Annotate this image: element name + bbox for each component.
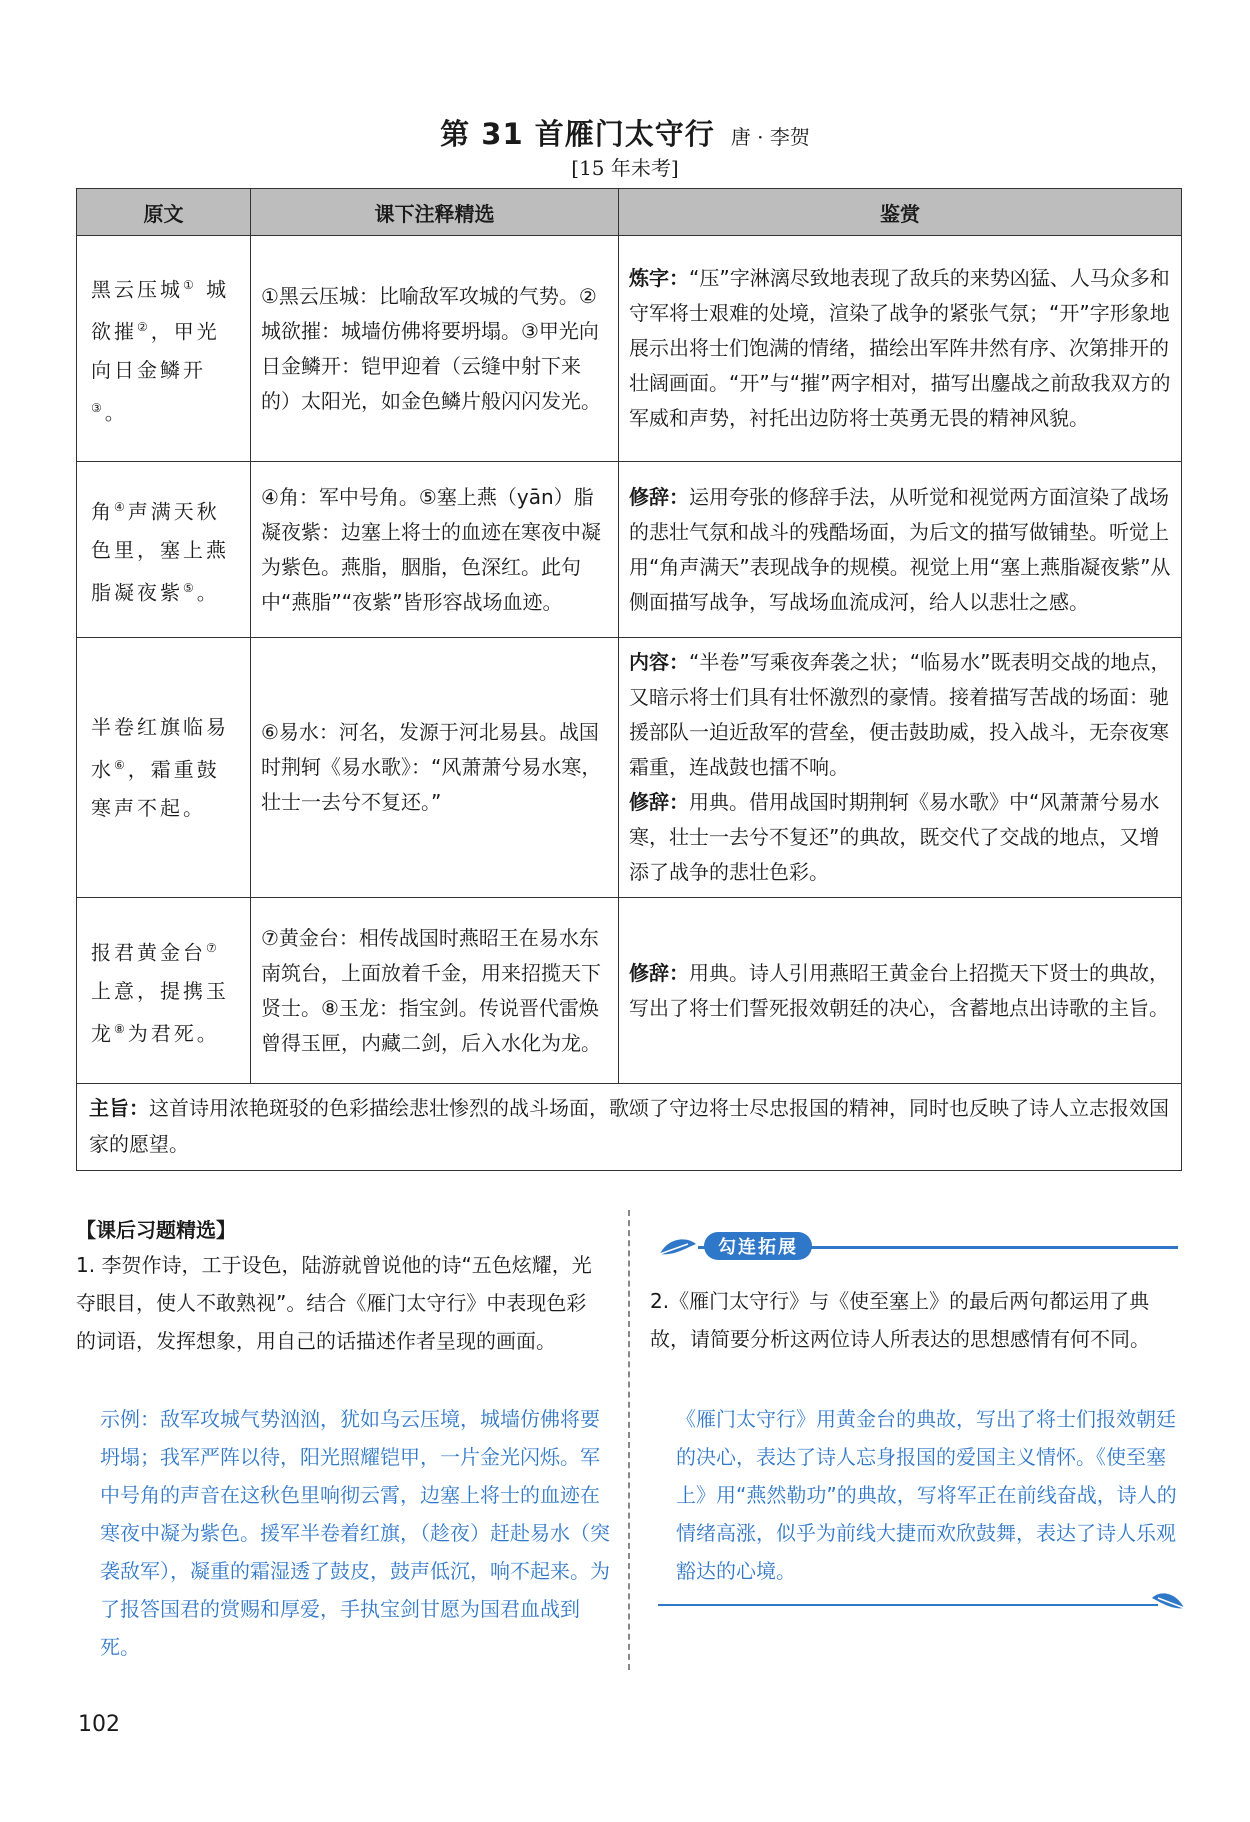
header-appreciation: 鉴赏: [619, 189, 1182, 236]
table-row: [77, 236, 1182, 462]
extension-banner: [658, 1232, 1178, 1262]
original-text: 角④声满天秋色里，塞上燕脂凝夜紫⑤。: [77, 462, 251, 638]
original-text: 半卷红旗临易水⑥，霜重鼓寒声不起。: [77, 638, 251, 898]
page-number: 102: [78, 1712, 120, 1737]
summary-label: 主旨：: [89, 1096, 149, 1120]
exercises-heading: 【课后习题精选】: [76, 1218, 236, 1242]
notes-text: ①黑云压城：比喻敌军攻城的气势。②城欲摧：城墙仿佛将要坍塌。③甲光向日金鳞开：铠甲迎着（云缝中射下来的）太阳光，如金色鳞片般闪闪发光。: [251, 236, 619, 462]
extension-label: 勾连拓展: [704, 1232, 812, 1260]
summary-row: [77, 1084, 1182, 1171]
column-divider: [628, 1210, 630, 1670]
exam-tag: [15 年未考]: [571, 156, 679, 180]
notes-text: ④角：军中号角。⑤塞上燕（yān）脂凝夜紫：边塞上将士的血迹在寒夜中凝为紫色。燕脂，胭脂，色深红。此句中“燕脂”“夜紫”皆形容战场血迹。: [251, 462, 619, 638]
notes-text: ⑦黄金台：相传战国时燕昭王在易水东南筑台，上面放着千金，用来招揽天下贤士。⑧玉龙：指宝剑。传说晋代雷焕曾得玉匣，内藏二剑，后入水化为龙。: [251, 898, 619, 1084]
summary-text: 这首诗用浓艳斑驳的色彩描绘悲壮惨烈的战斗场面，歌颂了守边将士尽忠报国的精神，同时也反映了诗人立志报效国家的愿望。: [89, 1096, 1169, 1156]
original-text: 黑云压城① 城欲摧②，甲光向日金鳞开③。: [77, 236, 251, 462]
poem-analysis-table: [76, 188, 1182, 1171]
leaf-icon: [1150, 1588, 1186, 1614]
summary-cell: [77, 1084, 1182, 1171]
appreciation-text: 内容：“半卷”写乘夜奔袭之状；“临易水”既表明交战的地点，又暗示将士们具有壮怀激烈的豪情。接着描写苦战的场面：驰援部队一迫近敌军的营垒，便击鼓助威，投入战斗，无奈夜寒霜重，连战鼓也擂不响。 修辞：用典。借用战国时期荆轲《易水歌》中“风萧萧兮易水寒，壮士一去兮不复还”的典故，既交代了交战的地点，又增添了战争的悲壮色彩。: [619, 638, 1182, 898]
table-row: [77, 638, 1182, 898]
original-text: 报君黄金台⑦上意，提携玉龙⑧为君死。: [77, 898, 251, 1084]
appreciation-text: 修辞：运用夸张的修辞手法，从听觉和视觉两方面渲染了战场的悲壮气氛和战斗的残酷场面，为后文的描写做铺垫。听觉上用“角声满天”表现战争的规模。视觉上用“塞上燕脂凝夜紫”从侧面描写战争，写战场血流成河，给人以悲壮之感。: [619, 462, 1182, 638]
question-2: 2.《雁门太守行》与《使至塞上》的最后两句都运用了典故，请简要分析这两位诗人所表达的思想感情有何不同。: [650, 1289, 1150, 1351]
extension-bottom-line: [658, 1604, 1158, 1606]
question-1: 1. 李贺作诗，工于设色，陆游就曾说他的诗“五色炫耀，光夺眼目，使人不敢熟视”。结合《雁门太守行》中表现色彩的词语，发挥想象，用自己的话描述作者呈现的画面。: [76, 1253, 592, 1353]
notes-text: ⑥易水：河名，发源于河北易县。战国时荆轲《易水歌》：“风萧萧兮易水寒，壮士一去兮不复还。”: [251, 638, 619, 898]
answer-2: 《雁门太守行》用黄金台的典故，写出了将士们报效朝廷的决心，表达了诗人忘身报国的爱国主义情怀。《使至塞上》用“燕然勒功”的典故，写将军正在前线奋战，诗人的情绪高涨，似乎为前线大捷而欢欣鼓舞，表达了诗人乐观豁达的心境。: [676, 1407, 1177, 1583]
table-row: [77, 898, 1182, 1084]
dynasty-author: 唐 · 李贺: [730, 125, 810, 149]
table-header-row: [77, 189, 1182, 236]
appreciation-text: 炼字：“压”字淋漓尽致地表现了敌兵的来势凶猛、人马众多和守军将士艰难的处境，渲染了战争的紧张气氛；“开”字形象地展示出将士们饱满的情绪，描绘出军阵井然有序、次第排开的壮阔画面。“开”与“摧”两字相对，描写出鏖战之前敌我双方的军威和声势，衬托出边防将士英勇无畏的精神风貌。: [619, 236, 1182, 462]
table-row: [77, 462, 1182, 638]
header-original: 原文: [77, 189, 251, 236]
appreciation-text: 修辞：用典。诗人引用燕昭王黄金台上招揽天下贤士的典故，写出了将士们誓死报效朝廷的决心，含蓄地点出诗歌的主旨。: [619, 898, 1182, 1084]
poem-header: [0, 112, 1250, 153]
header-notes: 课下注释精选: [251, 189, 619, 236]
answer-1: 示例：敌军攻城气势汹汹，犹如乌云压境，城墙仿佛将要坍塌；我军严阵以待，阳光照耀铠甲，一片金光闪烁。军中号角的声音在这秋色里响彻云霄，边塞上将士的血迹在寒夜中凝为紫色。援军半卷着红旗，（趁夜）赶赴易水（突袭敌军），凝重的霜湿透了鼓皮，鼓声低沉，响不起来。为了报答国君的赏赐和厚爱，手执宝剑甘愿为国君血战到死。: [100, 1407, 610, 1659]
poem-title: 雁门太守行: [564, 117, 715, 151]
leaf-icon: [658, 1234, 698, 1260]
poem-number: 第 31 首: [440, 117, 565, 151]
